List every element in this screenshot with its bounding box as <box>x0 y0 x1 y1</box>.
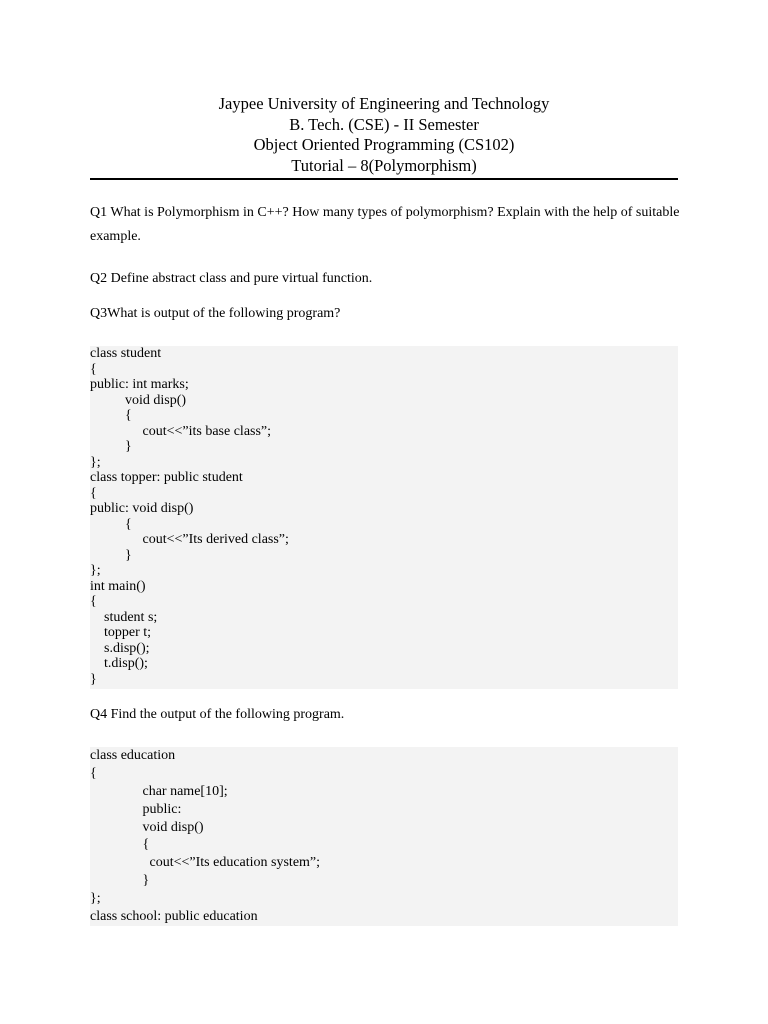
code-line: class school: public education <box>90 909 258 925</box>
program-semester: B. Tech. (CSE) - II Semester <box>289 114 479 134</box>
code-line: } <box>90 873 150 889</box>
code-line: class topper: public student <box>90 470 243 485</box>
code-line: public: int marks; <box>90 377 189 392</box>
document-header <box>90 94 678 176</box>
code-line: } <box>90 547 132 563</box>
code-line: cout<<”Its education system”; <box>90 855 321 871</box>
question-3: Q3What is output of the following program? <box>90 306 341 321</box>
code-block-2 <box>90 747 678 926</box>
code-line: { <box>90 765 97 781</box>
code-line: student s; <box>90 609 158 625</box>
question-2: Q2 Define abstract class and pure virtual function. <box>90 271 373 286</box>
question-4: Q4 Find the output of the following program. <box>90 707 345 722</box>
code-line: { <box>90 485 97 501</box>
code-line: }; <box>90 454 101 470</box>
code-line: }; <box>90 891 101 907</box>
code-line: char name[10]; <box>90 783 228 799</box>
code-line: { <box>90 837 150 853</box>
code-line: public: void disp() <box>90 501 194 516</box>
code-line: void disp() <box>90 392 187 408</box>
code-line: { <box>90 408 132 423</box>
code-line: s.disp(); <box>90 640 150 656</box>
tutorial-title: Tutorial – 8(Polymorphism) <box>291 155 477 175</box>
code-line: } <box>90 671 97 687</box>
header-divider <box>90 178 678 180</box>
course-title: Object Oriented Programming (CS102) <box>253 135 515 155</box>
code-line: topper t; <box>90 625 152 640</box>
code-line: int main() <box>90 578 146 594</box>
code-line: cout<<”Its derived class”; <box>90 532 289 547</box>
code-line: public: <box>90 801 182 817</box>
code-line: cout<<”its base class”; <box>90 423 272 439</box>
code-line: { <box>90 594 97 609</box>
code-line: { <box>90 516 132 532</box>
code-line: t.disp(); <box>90 656 148 671</box>
code-line: } <box>90 439 132 454</box>
question-1: Q1 What is Polymorphism in C++? How many types of polymorphism? Explain with the help of suitable example. <box>90 205 680 244</box>
code-line: }; <box>90 563 101 578</box>
code-line: class student <box>90 346 162 361</box>
code-line: void disp() <box>90 819 204 835</box>
code-line: class education <box>90 748 176 763</box>
university-name: Jaypee University of Engineering and Technology <box>218 94 550 113</box>
code-block-1 <box>90 346 678 689</box>
code-line: { <box>90 361 97 377</box>
